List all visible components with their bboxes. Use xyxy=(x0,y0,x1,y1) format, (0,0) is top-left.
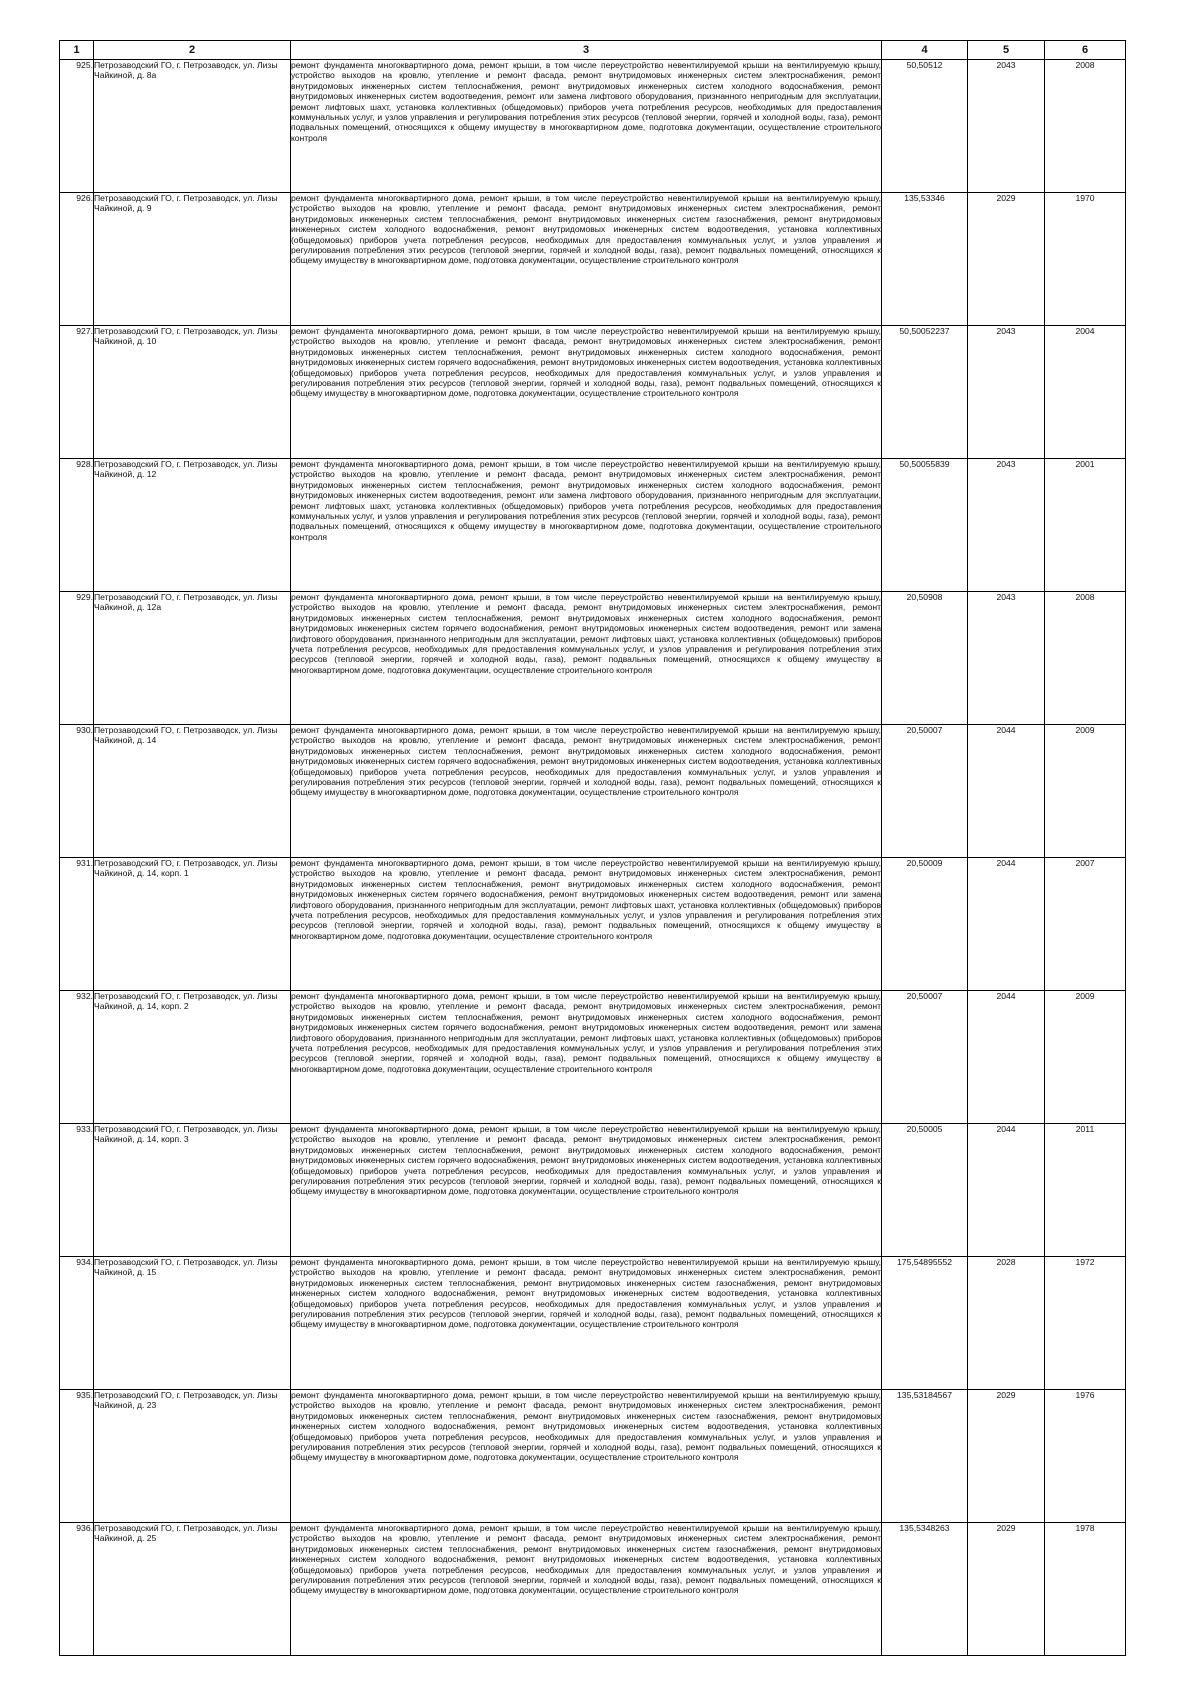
table-row xyxy=(60,1390,1126,1523)
planned-year-cell: 2044 xyxy=(968,991,1045,1124)
row-number: 932. xyxy=(60,991,94,1124)
row-number: 926. xyxy=(60,193,94,326)
table-body xyxy=(60,60,1126,1656)
area-cell: 135,53346 xyxy=(882,193,968,326)
table-row xyxy=(60,1124,1126,1257)
area-cell: 50,50052237 xyxy=(882,326,968,459)
build-year-cell: 1970 xyxy=(1045,193,1126,326)
column-header-2: 2 xyxy=(94,41,291,60)
capital-repair-table xyxy=(59,40,1126,1656)
document-page xyxy=(59,40,1125,1656)
row-number: 929. xyxy=(60,592,94,725)
address-cell: Петрозаводский ГО, г. Петрозаводск, ул. Лизы Чайкиной, д. 25 xyxy=(94,1523,291,1656)
address-cell: Петрозаводский ГО, г. Петрозаводск, ул. Лизы Чайкиной, д. 14, корп. 3 xyxy=(94,1124,291,1257)
address-cell: Петрозаводский ГО, г. Петрозаводск, ул. Лизы Чайкиной, д. 10 xyxy=(94,326,291,459)
address-cell: Петрозаводский ГО, г. Петрозаводск, ул. Лизы Чайкиной, д. 23 xyxy=(94,1390,291,1523)
planned-year-cell: 2043 xyxy=(968,60,1045,193)
works-cell: ремонт фундамента многоквартирного дома, ремонт крыши, в том числе переустройство невентилируемой крыши на вентилируемую крышу, устройство выходов на кровлю, утепление и ремонт фасада, ремонт внутридомовых инженерных систем электроснабжения, ремонт внутридомовых инженерных систем теплоснабжения, ремонт внутридомовых инженерных систем холодного водоснабжения, ремонт внутридомовых инженерных систем горячего водоснабжения, ремонт внутридомовых инженерных систем водоотведения, ремонт или замена лифтового оборудования, признанного непригодным для эксплуатации, ремонт лифтовых шахт, установка коллективных (общедомовых) приборов учета потребления ресурсов, необходимых для предоставления коммунальных услуг, и узлов управления и регулирования потребления этих ресурсов (тепловой энергии, горячей и холодной воды, газа), ремонт подвальных помещений, относящихся к общему имуществу в многоквартирном доме, подготовка документации, осуществление строительного контроля xyxy=(291,991,882,1124)
planned-year-cell: 2043 xyxy=(968,326,1045,459)
row-number: 925. xyxy=(60,60,94,193)
table-row xyxy=(60,991,1126,1124)
table-row xyxy=(60,193,1126,326)
table-row xyxy=(60,725,1126,858)
column-header-6: 6 xyxy=(1045,41,1126,60)
build-year-cell: 2009 xyxy=(1045,991,1126,1124)
address-cell: Петрозаводский ГО, г. Петрозаводск, ул. Лизы Чайкиной, д. 12а xyxy=(94,592,291,725)
build-year-cell: 2009 xyxy=(1045,725,1126,858)
area-cell: 20,50908 xyxy=(882,592,968,725)
planned-year-cell: 2044 xyxy=(968,1124,1045,1257)
area-cell: 20,50007 xyxy=(882,725,968,858)
area-cell: 50,50512 xyxy=(882,60,968,193)
build-year-cell: 2008 xyxy=(1045,592,1126,725)
area-cell: 50,50055839 xyxy=(882,459,968,592)
table-row xyxy=(60,459,1126,592)
works-cell: ремонт фундамента многоквартирного дома, ремонт крыши, в том числе переустройство невентилируемой крыши на вентилируемую крышу, устройство выходов на кровлю, утепление и ремонт фасада, ремонт внутридомовых инженерных систем электроснабжения, ремонт внутридомовых инженерных систем теплоснабжения, ремонт внутридомовых инженерных систем газоснабжения, ремонт внутридомовых инженерных систем холодного водоснабжения, ремонт внутридомовых инженерных систем водоотведения, установка коллективных (общедомовых) приборов учета потребления ресурсов, необходимых для предоставления коммунальных услуг, и узлов управления и регулирования потребления этих ресурсов (тепловой энергии, горячей и холодной воды, газа), ремонт подвальных помещений, относящихся к общему имуществу в многоквартирном доме, подготовка документации, осуществление строительного контроля xyxy=(291,1523,882,1656)
column-header-1: 1 xyxy=(60,41,94,60)
works-cell: ремонт фундамента многоквартирного дома, ремонт крыши, в том числе переустройство невентилируемой крыши на вентилируемую крышу, устройство выходов на кровлю, утепление и ремонт фасада, ремонт внутридомовых инженерных систем электроснабжения, ремонт внутридомовых инженерных систем теплоснабжения, ремонт внутридомовых инженерных систем холодного водоснабжения, ремонт внутридомовых инженерных систем горячего водоснабжения, ремонт внутридомовых инженерных систем водоотведения, ремонт или замена лифтового оборудования, признанного непригодным для эксплуатации, ремонт лифтовых шахт, установка коллективных (общедомовых) приборов учета потребления ресурсов, необходимых для предоставления коммунальных услуг, и узлов управления и регулирования потребления этих ресурсов (тепловой энергии, горячей и холодной воды, газа), ремонт подвальных помещений, относящихся к общему имуществу в многоквартирном доме, подготовка документации, осуществление строительного контроля xyxy=(291,858,882,991)
area-cell: 135,5348263 xyxy=(882,1523,968,1656)
planned-year-cell: 2029 xyxy=(968,1523,1045,1656)
build-year-cell: 2007 xyxy=(1045,858,1126,991)
works-cell: ремонт фундамента многоквартирного дома, ремонт крыши, в том числе переустройство невентилируемой крыши на вентилируемую крышу, устройство выходов на кровлю, утепление и ремонт фасада, ремонт внутридомовых инженерных систем электроснабжения, ремонт внутридомовых инженерных систем теплоснабжения, ремонт внутридомовых инженерных систем холодного водоснабжения, ремонт внутридомовых инженерных систем водоотведения, ремонт или замена лифтового оборудования, признанного непригодным для эксплуатации, ремонт лифтовых шахт, установка коллективных (общедомовых) приборов учета потребления ресурсов, необходимых для предоставления коммунальных услуг, и узлов управления и регулирования потребления этих ресурсов (тепловой энергии, горячей и холодной воды, газа), ремонт подвальных помещений, относящихся к общему имуществу в многоквартирном доме, подготовка документации, осуществление строительного контроля xyxy=(291,459,882,592)
build-year-cell: 1972 xyxy=(1045,1257,1126,1390)
row-number: 927. xyxy=(60,326,94,459)
works-cell: ремонт фундамента многоквартирного дома, ремонт крыши, в том числе переустройство невентилируемой крыши на вентилируемую крышу, устройство выходов на кровлю, утепление и ремонт фасада, ремонт внутридомовых инженерных систем электроснабжения, ремонт внутридомовых инженерных систем теплоснабжения, ремонт внутридомовых инженерных систем холодного водоснабжения, ремонт внутридомовых инженерных систем горячего водоснабжения, ремонт внутридомовых инженерных систем водоотведения, установка коллективных (общедомовых) приборов учета потребления ресурсов, необходимых для предоставления коммунальных услуг, и узлов управления и регулирования потребления этих ресурсов (тепловой энергии, горячей и холодной воды, газа), ремонт подвальных помещений, относящихся к общему имуществу в многоквартирном доме, подготовка документации, осуществление строительного контроля xyxy=(291,326,882,459)
address-cell: Петрозаводский ГО, г. Петрозаводск, ул. Лизы Чайкиной, д. 12 xyxy=(94,459,291,592)
header-row xyxy=(60,41,1126,60)
table-row xyxy=(60,326,1126,459)
build-year-cell: 1976 xyxy=(1045,1390,1126,1523)
area-cell: 20,50009 xyxy=(882,858,968,991)
row-number: 930. xyxy=(60,725,94,858)
works-cell: ремонт фундамента многоквартирного дома, ремонт крыши, в том числе переустройство невентилируемой крыши на вентилируемую крышу, устройство выходов на кровлю, утепление и ремонт фасада, ремонт внутридомовых инженерных систем электроснабжения, ремонт внутридомовых инженерных систем теплоснабжения, ремонт внутридомовых инженерных систем холодного водоснабжения, ремонт внутридомовых инженерных систем водоотведения, ремонт или замена лифтового оборудования, признанного непригодным для эксплуатации, ремонт лифтовых шахт, установка коллективных (общедомовых) приборов учета потребления ресурсов, необходимых для предоставления коммунальных услуг, и узлов управления и регулирования потребления этих ресурсов (тепловой энергии, горячей и холодной воды, газа), ремонт подвальных помещений, относящихся к общему имуществу в многоквартирном доме, подготовка документации, осуществление строительного контроля xyxy=(291,60,882,193)
planned-year-cell: 2028 xyxy=(968,1257,1045,1390)
area-cell: 135,53184567 xyxy=(882,1390,968,1523)
column-header-5: 5 xyxy=(968,41,1045,60)
works-cell: ремонт фундамента многоквартирного дома, ремонт крыши, в том числе переустройство невентилируемой крыши на вентилируемую крышу, устройство выходов на кровлю, утепление и ремонт фасада, ремонт внутридомовых инженерных систем электроснабжения, ремонт внутридомовых инженерных систем теплоснабжения, ремонт внутридомовых инженерных систем холодного водоснабжения, ремонт внутридомовых инженерных систем горячего водоснабжения, ремонт внутридомовых инженерных систем водоотведения, ремонт или замена лифтового оборудования, признанного непригодным для эксплуатации, ремонт лифтовых шахт, установка коллективных (общедомовых) приборов учета потребления ресурсов, необходимых для предоставления коммунальных услуг, и узлов управления и регулирования потребления этих ресурсов (тепловой энергии, горячей и холодной воды, газа), ремонт подвальных помещений, относящихся к общему имуществу в многоквартирном доме, подготовка документации, осуществление строительного контроля xyxy=(291,592,882,725)
planned-year-cell: 2044 xyxy=(968,858,1045,991)
column-header-3: 3 xyxy=(291,41,882,60)
row-number: 934. xyxy=(60,1257,94,1390)
planned-year-cell: 2029 xyxy=(968,1390,1045,1523)
build-year-cell: 2004 xyxy=(1045,326,1126,459)
works-cell: ремонт фундамента многоквартирного дома, ремонт крыши, в том числе переустройство невентилируемой крыши на вентилируемую крышу, устройство выходов на кровлю, утепление и ремонт фасада, ремонт внутридомовых инженерных систем электроснабжения, ремонт внутридомовых инженерных систем теплоснабжения, ремонт внутридомовых инженерных систем газоснабжения, ремонт внутридомовых инженерных систем холодного водоснабжения, ремонт внутридомовых инженерных систем водоотведения, установка коллективных (общедомовых) приборов учета потребления ресурсов, необходимых для предоставления коммунальных услуг, и узлов управления и регулирования потребления этих ресурсов (тепловой энергии, горячей и холодной воды, газа), ремонт подвальных помещений, относящихся к общему имуществу в многоквартирном доме, подготовка документации, осуществление строительного контроля xyxy=(291,1257,882,1390)
address-cell: Петрозаводский ГО, г. Петрозаводск, ул. Лизы Чайкиной, д. 15 xyxy=(94,1257,291,1390)
build-year-cell: 1978 xyxy=(1045,1523,1126,1656)
table-row xyxy=(60,1257,1126,1390)
build-year-cell: 2008 xyxy=(1045,60,1126,193)
build-year-cell: 2011 xyxy=(1045,1124,1126,1257)
planned-year-cell: 2044 xyxy=(968,725,1045,858)
planned-year-cell: 2043 xyxy=(968,592,1045,725)
works-cell: ремонт фундамента многоквартирного дома, ремонт крыши, в том числе переустройство невентилируемой крыши на вентилируемую крышу, устройство выходов на кровлю, утепление и ремонт фасада, ремонт внутридомовых инженерных систем электроснабжения, ремонт внутридомовых инженерных систем теплоснабжения, ремонт внутридомовых инженерных систем холодного водоснабжения, ремонт внутридомовых инженерных систем горячего водоснабжения, ремонт внутридомовых инженерных систем водоотведения, установка коллективных (общедомовых) приборов учета потребления ресурсов, необходимых для предоставления коммунальных услуг, и узлов управления и регулирования потребления этих ресурсов (тепловой энергии, горячей и холодной воды, газа), ремонт подвальных помещений, относящихся к общему имуществу в многоквартирном доме, подготовка документации, осуществление строительного контроля xyxy=(291,725,882,858)
column-header-4: 4 xyxy=(882,41,968,60)
works-cell: ремонт фундамента многоквартирного дома, ремонт крыши, в том числе переустройство невентилируемой крыши на вентилируемую крышу, устройство выходов на кровлю, утепление и ремонт фасада, ремонт внутридомовых инженерных систем электроснабжения, ремонт внутридомовых инженерных систем теплоснабжения, ремонт внутридомовых инженерных систем газоснабжения, ремонт внутридомовых инженерных систем холодного водоснабжения, ремонт внутридомовых инженерных систем водоотведения, установка коллективных (общедомовых) приборов учета потребления ресурсов, необходимых для предоставления коммунальных услуг, и узлов управления и регулирования потребления этих ресурсов (тепловой энергии, горячей и холодной воды, газа), ремонт подвальных помещений, относящихся к общему имуществу в многоквартирном доме, подготовка документации, осуществление строительного контроля xyxy=(291,193,882,326)
table-row xyxy=(60,1523,1126,1656)
build-year-cell: 2001 xyxy=(1045,459,1126,592)
planned-year-cell: 2029 xyxy=(968,193,1045,326)
row-number: 933. xyxy=(60,1124,94,1257)
table-row xyxy=(60,60,1126,193)
address-cell: Петрозаводский ГО, г. Петрозаводск, ул. Лизы Чайкиной, д. 9 xyxy=(94,193,291,326)
address-cell: Петрозаводский ГО, г. Петрозаводск, ул. Лизы Чайкиной, д. 14, корп. 2 xyxy=(94,991,291,1124)
table-row xyxy=(60,858,1126,991)
area-cell: 20,50005 xyxy=(882,1124,968,1257)
address-cell: Петрозаводский ГО, г. Петрозаводск, ул. Лизы Чайкиной, д. 14, корп. 1 xyxy=(94,858,291,991)
row-number: 928. xyxy=(60,459,94,592)
row-number: 931. xyxy=(60,858,94,991)
row-number: 935. xyxy=(60,1390,94,1523)
works-cell: ремонт фундамента многоквартирного дома, ремонт крыши, в том числе переустройство невентилируемой крыши на вентилируемую крышу, устройство выходов на кровлю, утепление и ремонт фасада, ремонт внутридомовых инженерных систем электроснабжения, ремонт внутридомовых инженерных систем теплоснабжения, ремонт внутридомовых инженерных систем газоснабжения, ремонт внутридомовых инженерных систем холодного водоснабжения, ремонт внутридомовых инженерных систем водоотведения, установка коллективных (общедомовых) приборов учета потребления ресурсов, необходимых для предоставления коммунальных услуг, и узлов управления и регулирования потребления этих ресурсов (тепловой энергии, горячей и холодной воды, газа), ремонт подвальных помещений, относящихся к общему имуществу в многоквартирном доме, подготовка документации, осуществление строительного контроля xyxy=(291,1390,882,1523)
address-cell: Петрозаводский ГО, г. Петрозаводск, ул. Лизы Чайкиной, д. 14 xyxy=(94,725,291,858)
area-cell: 20,50007 xyxy=(882,991,968,1124)
area-cell: 175,54895552 xyxy=(882,1257,968,1390)
planned-year-cell: 2043 xyxy=(968,459,1045,592)
table-row xyxy=(60,592,1126,725)
row-number: 936. xyxy=(60,1523,94,1656)
works-cell: ремонт фундамента многоквартирного дома, ремонт крыши, в том числе переустройство невентилируемой крыши на вентилируемую крышу, устройство выходов на кровлю, утепление и ремонт фасада, ремонт внутридомовых инженерных систем электроснабжения, ремонт внутридомовых инженерных систем теплоснабжения, ремонт внутридомовых инженерных систем холодного водоснабжения, ремонт внутридомовых инженерных систем горячего водоснабжения, ремонт внутридомовых инженерных систем водоотведения, установка коллективных (общедомовых) приборов учета потребления ресурсов, необходимых для предоставления коммунальных услуг, и узлов управления и регулирования потребления этих ресурсов (тепловой энергии, горячей и холодной воды, газа), ремонт подвальных помещений, относящихся к общему имуществу в многоквартирном доме, подготовка документации, осуществление строительного контроля xyxy=(291,1124,882,1257)
address-cell: Петрозаводский ГО, г. Петрозаводск, ул. Лизы Чайкиной, д. 8а xyxy=(94,60,291,193)
